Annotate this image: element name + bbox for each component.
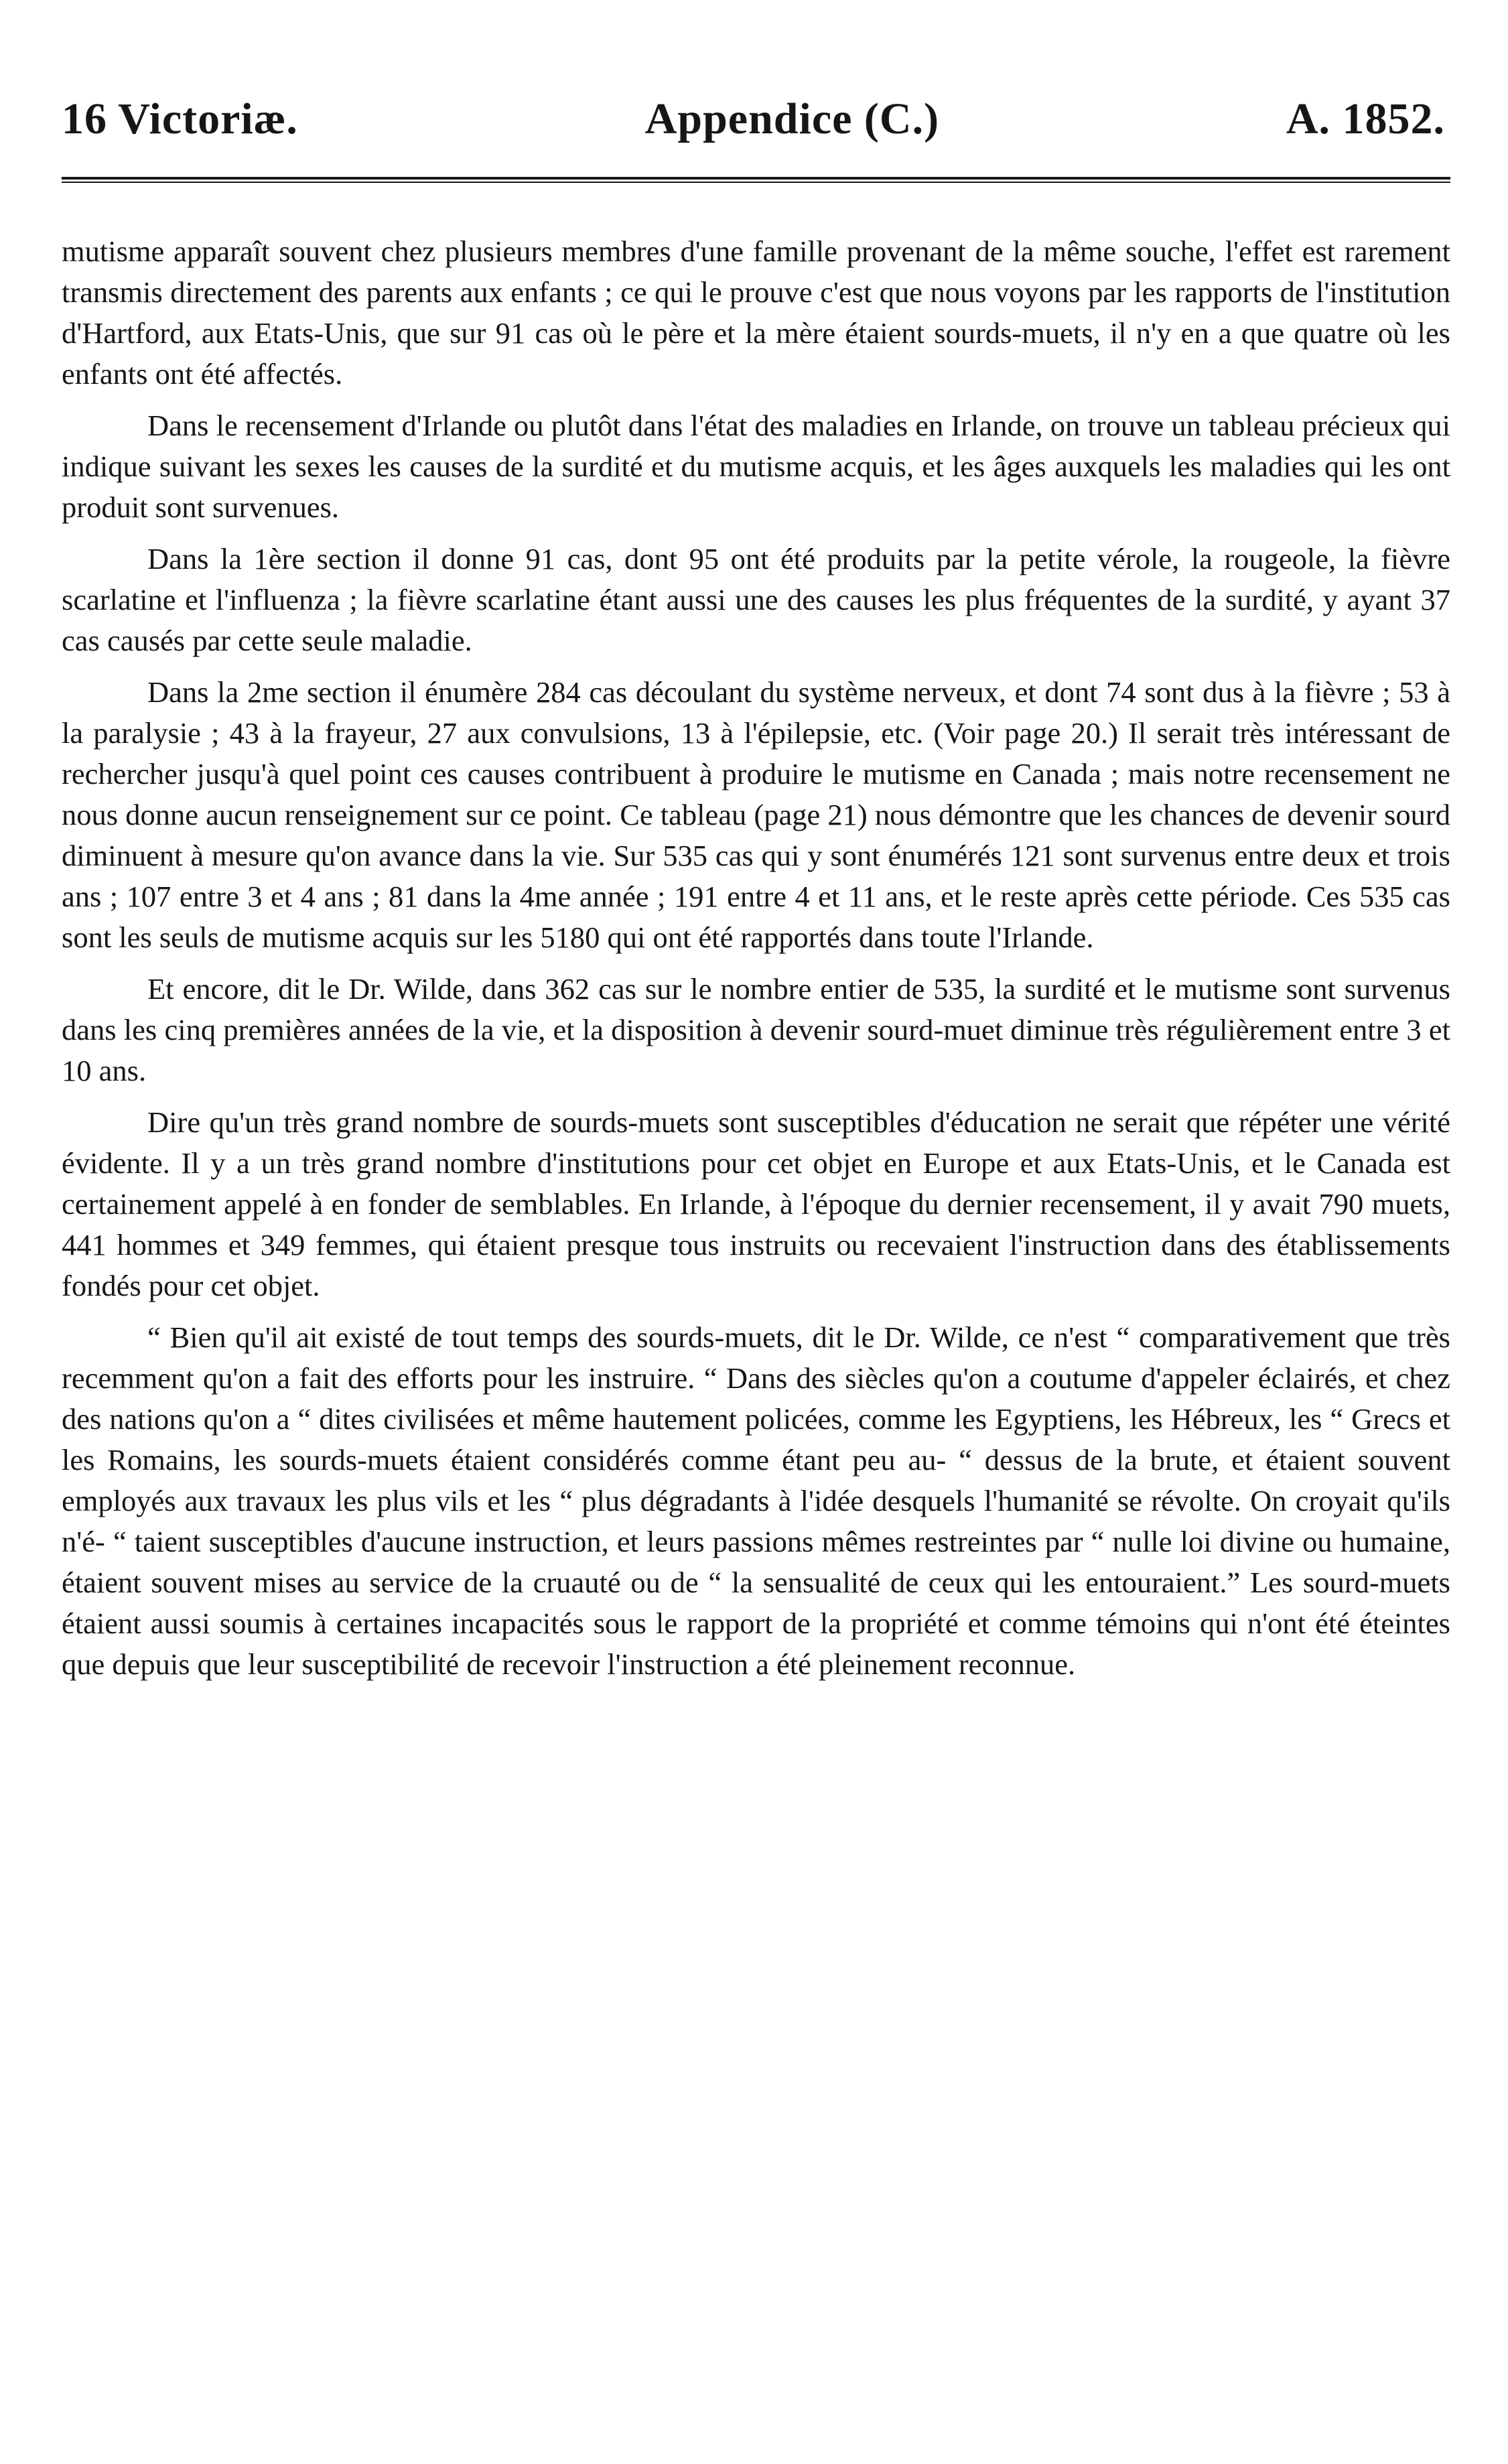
paragraph: Et encore, dit le Dr. Wilde, dans 362 cas sur le nombre entier de 535, la surdité et le mutisme sont survenus dans les cinq premières années de la vie, et la disposition à devenir sourd-muet diminue très régulièrement entre 3 et 10 ans. [62,972,1450,1087]
header-right: A. 1852. [1286,94,1445,143]
paragraph: Dans la 2me section il énumère 284 cas découlant du système nerveux, et dont 74 sont dus à la fièvre ; 53 à la paralysie ; 43 à la frayeur, 27 aux convulsions, 13 à l'épilepsie, etc. (Voir page 20.) Il serait très intéressant de rechercher jusqu'à quel point ces causes contribuent à produire le mutisme en Canada ; mais notre recensement ne nous donne aucun renseignement sur ce point. Ce tableau (page 21) nous démontre que les chances de devenir sourd diminuent à mesure qu'on avance dans la vie. Sur 535 cas qui y sont énumérés 121 sont survenus entre deux et trois ans ; 107 entre 3 et 4 ans ; 81 dans la 4me année ; 191 entre 4 et 11 ans, et le reste après cette période. Ces 535 cas sont les seuls de mutisme acquis sur les 5180 qui ont été rapportés dans toute l'Irlande. [62,675,1450,954]
body-text [62,231,1450,1685]
paragraph: Dire qu'un très grand nombre de sourds-muets sont susceptibles d'éducation ne serait que répéter une vérité évidente. Il y a un très grand nombre d'institutions pour cet objet en Europe et aux Etats-Unis, et le Canada est certainement appelé à en fonder de semblables. En Irlande, à l'époque du dernier recensement, il y avait 790 muets, 441 hommes et 349 femmes, qui étaient presque tous instruits ou recevaient l'instruction dans des établissements fondés pour cet objet. [62,1105,1450,1302]
paragraph: Dans la 1ère section il donne 91 cas, dont 95 ont été produits par la petite vérole, la rougeole, la fièvre scarlatine et l'influenza ; la fièvre scarlatine étant aussi une des causes les plus fréquentes de la surdité, y ayant 37 cas causés par cette seule maladie. [62,542,1450,657]
paragraph: mutisme apparaît souvent chez plusieurs membres d'une famille provenant de la même souche, l'effet est rarement transmis directement des parents aux enfants ; ce qui le prouve c'est que nous voyons par les rapports de l'institution d'Hartford, aux Etats-Unis, que sur 91 cas où le père et la mère étaient sourds-muets, il n'y en a que quatre où les enfants ont été affectés. [62,234,1450,391]
header-rule [62,177,1450,183]
quoted-paragraph: “ Bien qu'il ait existé de tout temps des sourds-muets, dit le Dr. Wilde, ce n'est “ comparativement que très recemment qu'on a fait des efforts pour les instruire. “ Dans des siècles qu'on a coutume d'appeler éclairés, et chez des nations qu'on a “ dites civilisées et même hautement policées, comme les Egyptiens, les Hébreux, les “ Grecs et les Romains, les sourds-muets étaient considérés comme étant peu au- “ dessus de la brute, et étaient souvent employés aux travaux les plus vils et les “ plus dégradants à l'idée desquels l'humanité se révolte. On croyait qu'ils n'é- “ taient susceptibles d'aucune instruction, et leurs passions mêmes restreintes par “ nulle loi divine ou humaine, étaient souvent mises au service de la cruauté ou de “ la sensualité de ceux qui les entouraient.” Les sourd-muets étaient aussi soumis à certaines incapacités sous le rapport de la propriété et comme témoins qui n'ont été éteintes que depuis que leur susceptibilité de recevoir l'instruction a été pleinement reconnue. [62,1320,1450,1681]
header-center: Appendice (C.) [644,94,940,143]
paragraph: Dans le recensement d'Irlande ou plutôt dans l'état des maladies en Irlande, on trouve un tableau précieux qui indique suivant les sexes les causes de la surdité et du mutisme acquis, et les âges auxquels les maladies qui les ont produit sont survenues. [62,409,1450,524]
header-left: 16 Victoriæ. [62,94,298,143]
page-header [62,94,1450,145]
